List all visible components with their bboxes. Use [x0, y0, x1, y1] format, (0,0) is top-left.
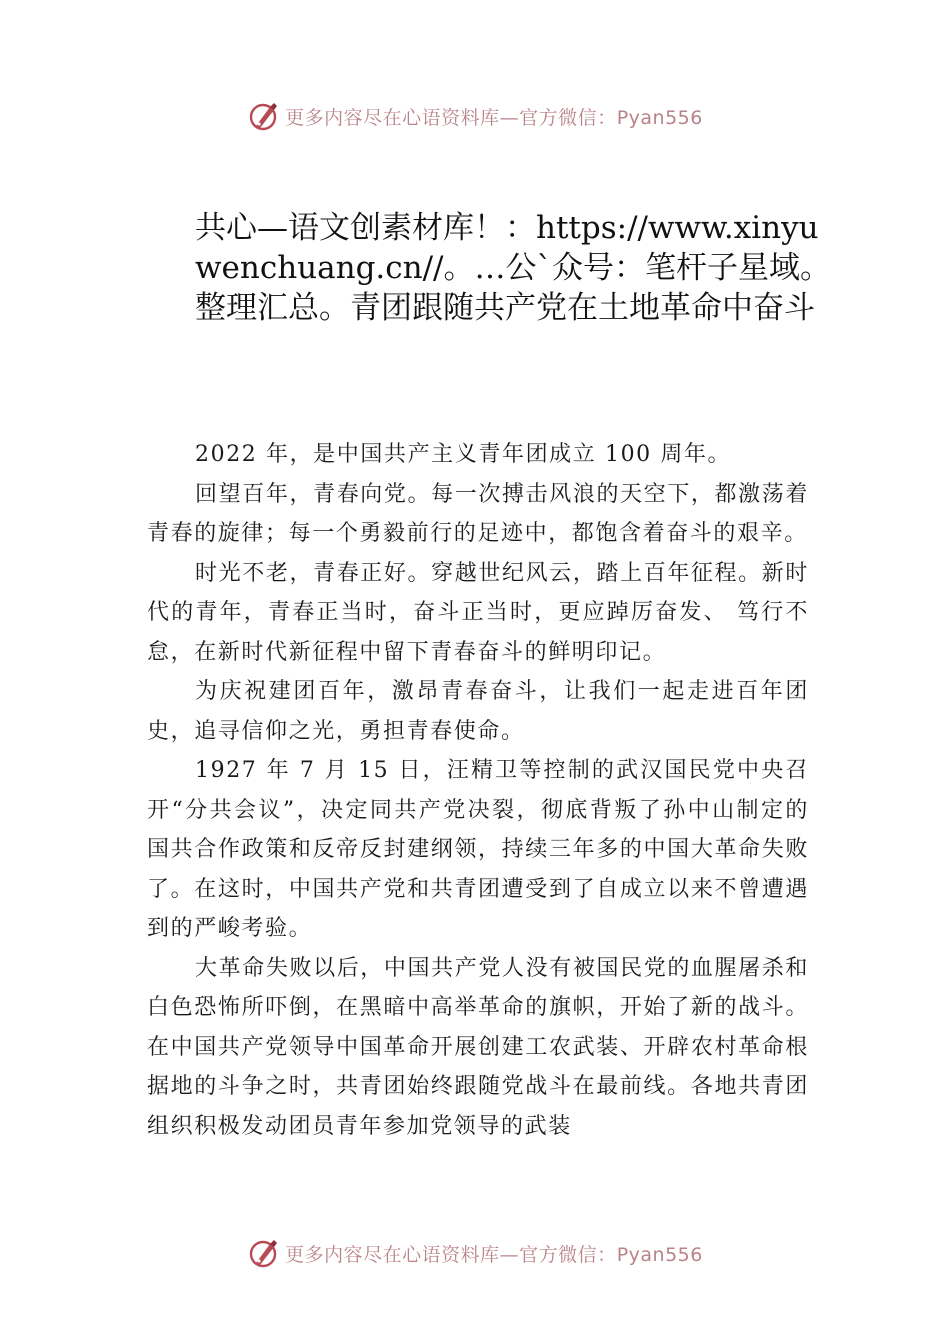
- paragraph: 时光不老，青春正好。穿越世纪风云，踏上百年征程。新时代的青年，青春正当时，奋斗正当时，更应踔厉奋发、 笃行不怠，在新时代新征程中留下青春奋斗的鲜明印记。: [147, 560, 809, 665]
- document-body: [147, 435, 809, 1146]
- paragraph: 为庆祝建团百年，激昂青春奋斗，让我们一起走进百年团史，追寻信仰之光，勇担青春使命。: [147, 679, 809, 744]
- footer-watermark: [0, 1233, 950, 1273]
- footer-watermark-text: 更多内容尽在心语资料库—官方微信：Pyan556: [285, 1243, 703, 1266]
- paragraph: 大革命失败以后，中国共产党人没有被国民党的血腥屠杀和白色恐怖所吓倒，在黑暗中高举革命的旗帜，开始了新的战斗。在中国共产党领导中国革命开展创建工农武装、开辟农村革命根据地的斗争之时，共青团始终跟随党战斗在最前线。各地共青团组织积极发动团员青年参加党领导的武装: [147, 955, 809, 1139]
- paragraph: 1927 年 7 月 15 日，汪精卫等控制的武汉国民党中央召开“分共会议”，决定同共产党决裂，彻底背叛了孙中山制定的国共合作政策和反帝反封建纲领，持续三年多的中国大革命失败了。在这时，中国共产党和共青团遭受到了自成立以来不曾遭遇到的严峻考验。: [147, 758, 809, 941]
- paragraph: 回望百年，青春向党。每一次搏击风浪的天空下，都激荡着青春的旋律；每一个勇毅前行的足迹中，都饱含着奋斗的艰辛。: [147, 481, 809, 546]
- header-wechat-id: Pyan556: [616, 106, 703, 129]
- footer-wechat-id: Pyan556: [616, 1243, 703, 1266]
- pen-logo-icon: [247, 99, 281, 133]
- paragraph: 2022 年，是中国共产主义青年团成立 100 周年。: [195, 442, 732, 467]
- pen-logo-icon: [247, 1236, 281, 1270]
- header-watermark: [0, 96, 950, 136]
- header-watermark-text: 更多内容尽在心语资料库—官方微信：Pyan556: [285, 106, 703, 129]
- document-title: 共心—语文创素材库！：https://www.xinyuwenchuang.cn//。…公`众号：笔杆子星域。整理汇总。青团跟随共产党在土地革命中奋斗: [195, 210, 831, 326]
